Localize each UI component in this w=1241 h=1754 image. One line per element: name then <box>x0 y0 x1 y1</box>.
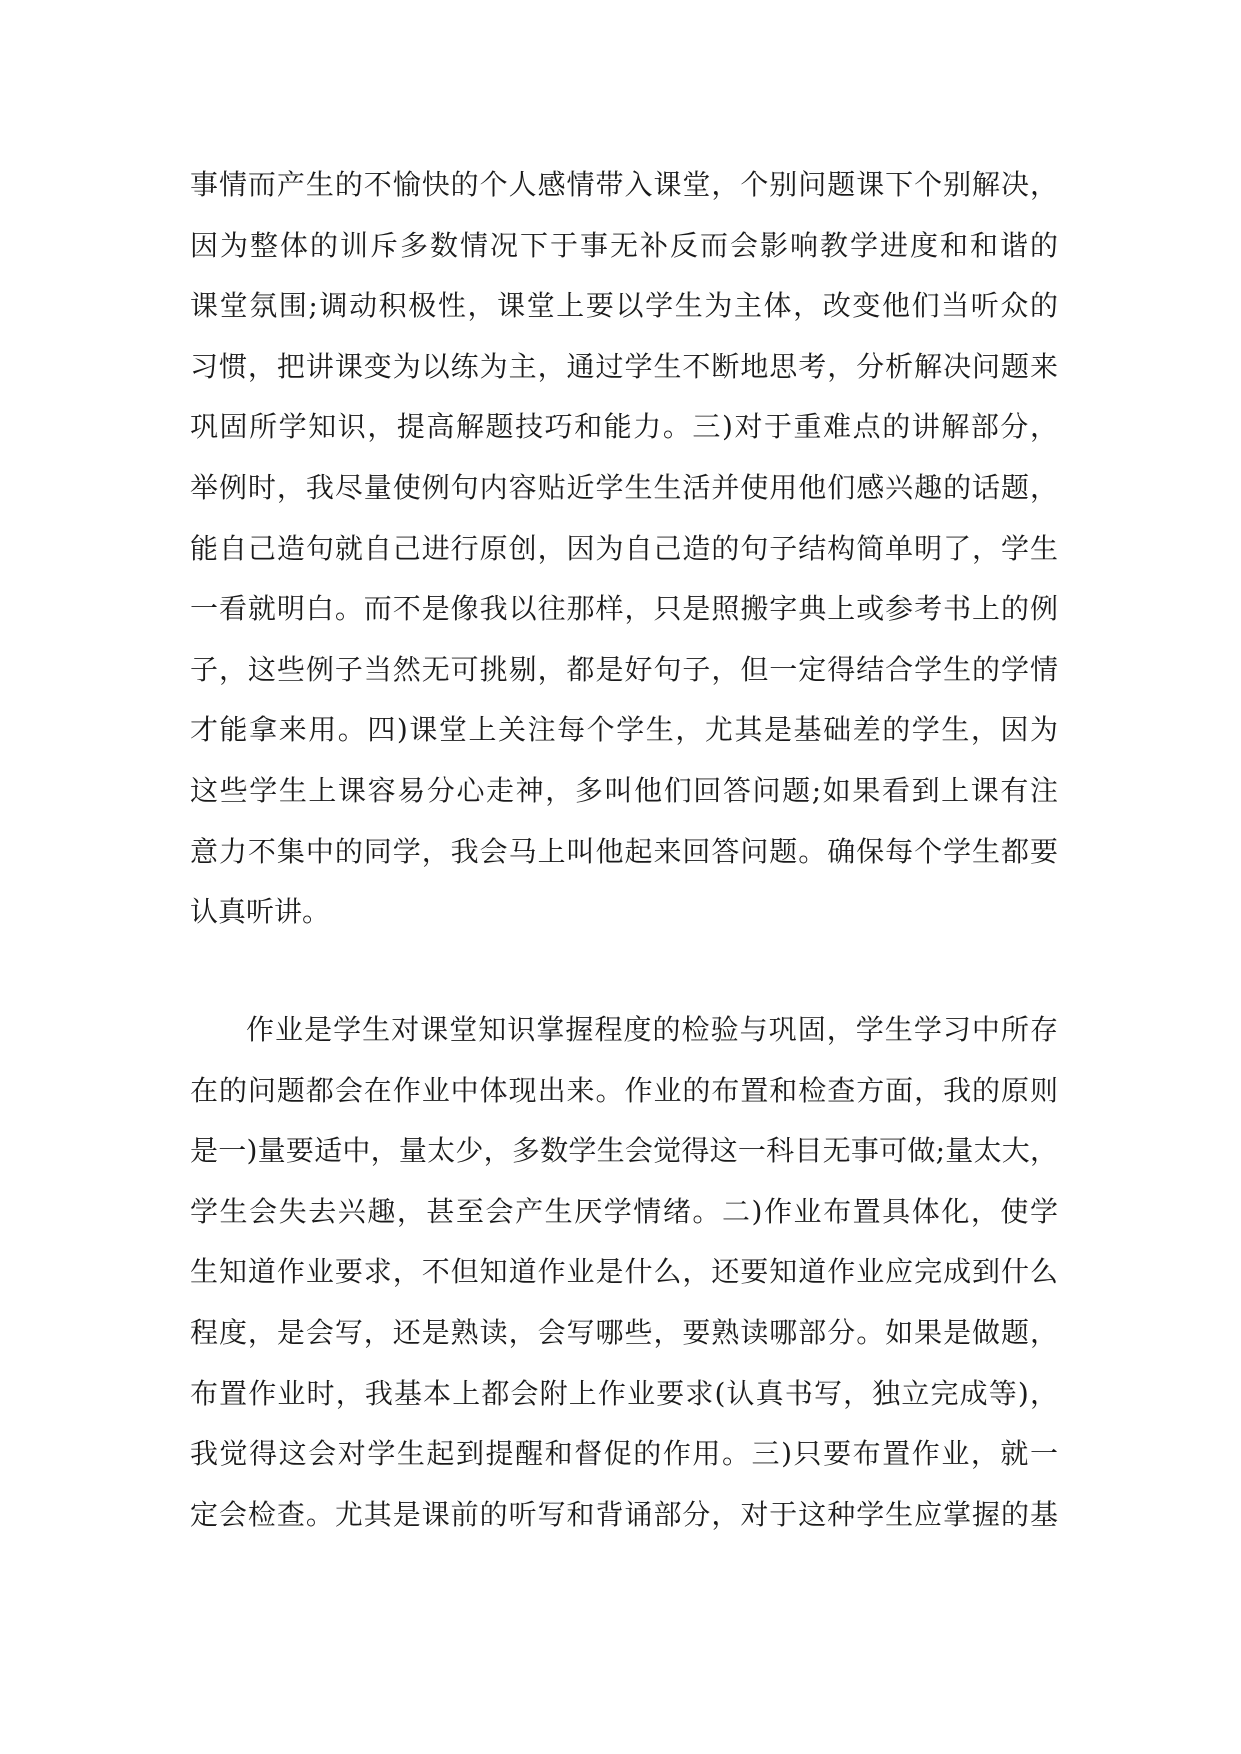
paragraph-line: 作业是学生对课堂知识掌握程度的检验与巩固，学生学习中所存 <box>246 1013 1058 1046</box>
paragraph-line: 一看就明白。而不是像我以往那样，只是照搬字典上或参考书上的例 <box>190 592 1058 626</box>
paragraph-line: 事情而产生的不愉快的个人感情带入课堂，个别问题课下个别解决， <box>190 168 1058 201</box>
paragraph-line: 巩固所学知识，提高解题技巧和能力。三)对于重难点的讲解部分， <box>190 410 1058 444</box>
paragraph-line: 布置作业时，我基本上都会附上作业要求(认真书写，独立完成等)， <box>190 1376 1058 1410</box>
paragraph-line: 是一)量要适中，量太少，多数学生会觉得这一科目无事可做;量太大， <box>190 1134 1058 1168</box>
paragraph-line: 我觉得这会对学生起到提醒和督促的作用。三)只要布置作业，就一 <box>190 1437 1058 1471</box>
paragraph-1 <box>190 155 1058 943</box>
paragraph-line: 生知道作业要求，不但知道作业是什么，还要知道作业应完成到什么 <box>190 1255 1058 1289</box>
paragraph-line: 举例时，我尽量使例句内容贴近学生生活并使用他们感兴趣的话题， <box>190 470 1058 504</box>
paragraph-line: 子，这些例子当然无可挑剔，都是好句子，但一定得结合学生的学情 <box>190 652 1058 686</box>
paragraph-line: 定会检查。尤其是课前的听写和背诵部分，对于这种学生应掌握的基 <box>190 1497 1058 1531</box>
paragraph-line: 在的问题都会在作业中体现出来。作业的布置和检查方面，我的原则 <box>190 1073 1058 1107</box>
paragraph-line: 认真听讲。 <box>190 895 331 929</box>
paragraph-line: 习惯，把讲课变为以练为主，通过学生不断地思考，分析解决问题来 <box>190 349 1058 383</box>
paragraph-line: 才能拿来用。四)课堂上关注每个学生，尤其是基础差的学生，因为 <box>190 713 1058 747</box>
paragraph-line: 意力不集中的同学，我会马上叫他起来回答问题。确保每个学生都要 <box>190 834 1058 868</box>
paragraph-line: 能自己造句就自己进行原创，因为自己造的句子结构简单明了，学生 <box>190 531 1058 565</box>
paragraph-line: 这些学生上课容易分心走神，多叫他们回答问题;如果看到上课有注 <box>190 773 1058 807</box>
paragraph-2 <box>190 1000 1058 1545</box>
paragraph-line: 课堂氛围;调动积极性，课堂上要以学生为主体，改变他们当听众的 <box>190 289 1058 323</box>
paragraph-line: 学生会失去兴趣，甚至会产生厌学情绪。二)作业布置具体化，使学 <box>190 1194 1058 1228</box>
paragraph-line: 因为整体的训斥多数情况下于事无补反而会影响教学进度和和谐的 <box>190 228 1058 262</box>
paragraph-line: 程度，是会写，还是熟读，会写哪些，要熟读哪部分。如果是做题， <box>190 1315 1058 1349</box>
